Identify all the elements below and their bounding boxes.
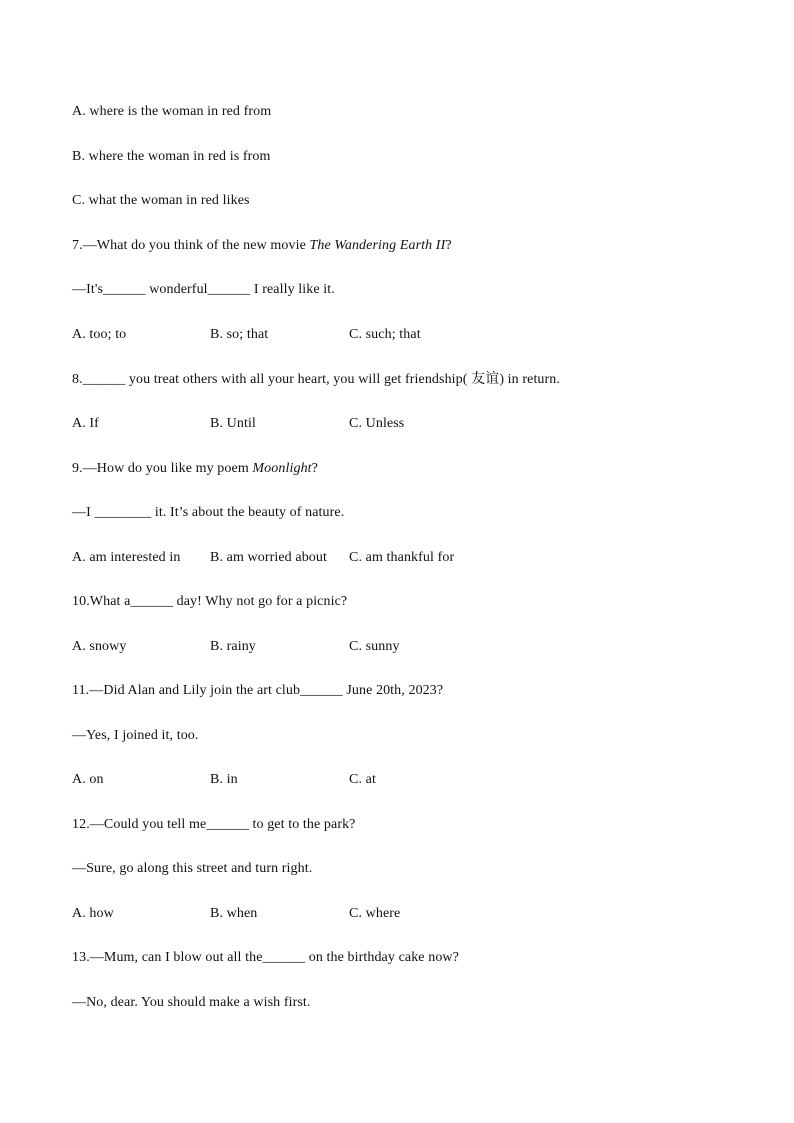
q11-option-b: B. in [210, 772, 238, 787]
q8-option-a: A. If [72, 416, 99, 431]
q12-option-c: C. where [349, 906, 401, 921]
q9-options [72, 549, 592, 567]
q12-option-a: A. how [72, 906, 114, 921]
q7-movie-title: The Wandering Earth II [309, 238, 446, 253]
q7-answer-line: —It's______ wonderful______ I really like it. [72, 282, 335, 297]
q12-options [72, 905, 592, 923]
q10-options [72, 638, 592, 656]
q12-answer-line: —Sure, go along this street and turn right. [72, 861, 313, 876]
q9-option-b: B. am worried about [210, 550, 327, 565]
q9-answer-line: —I ________ it. It’s about the beauty of nature. [72, 505, 345, 520]
q7-stem-prefix: 7.—What do you think of the new movie [72, 238, 310, 253]
q6-option-c: C. what the woman in red likes [72, 193, 250, 208]
q11-option-a: A. on [72, 772, 104, 787]
q6-option-a: A. where is the woman in red from [72, 104, 272, 119]
q10-option-a: A. snowy [72, 639, 127, 654]
q7-option-c: C. such; that [349, 327, 421, 342]
q12-stem: 12.—Could you tell me______ to get to the park? [72, 817, 356, 832]
q7-stem [72, 237, 452, 255]
q8-option-c: C. Unless [349, 416, 405, 431]
q11-stem: 11.—Did Alan and Lily join the art club______ June 20th, 2023? [72, 683, 444, 698]
q9-stem [72, 460, 318, 478]
q8-options [72, 415, 592, 433]
q10-option-b: B. rainy [210, 639, 256, 654]
q13-stem: 13.—Mum, can I blow out all the______ on the birthday cake now? [72, 950, 459, 965]
q11-options [72, 771, 592, 789]
q7-option-a: A. too; to [72, 327, 127, 342]
q9-stem-suffix: ? [311, 461, 318, 476]
q9-stem-prefix: 9.—How do you like my poem [72, 461, 253, 476]
q13-answer-line: —No, dear. You should make a wish first. [72, 995, 311, 1010]
q10-option-c: C. sunny [349, 639, 400, 654]
q9-poem-title: Moonlight [252, 461, 312, 476]
q6-option-b: B. where the woman in red is from [72, 149, 271, 164]
q11-option-c: C. at [349, 772, 376, 787]
q11-answer-line: —Yes, I joined it, too. [72, 728, 199, 743]
q7-option-b: B. so; that [210, 327, 269, 342]
q7-options [72, 326, 592, 344]
q9-option-a: A. am interested in [72, 550, 181, 565]
q10-stem: 10.What a______ day! Why not go for a picnic? [72, 594, 348, 609]
q8-option-b: B. Until [210, 416, 256, 431]
q12-option-b: B. when [210, 906, 258, 921]
q7-stem-suffix: ? [445, 238, 452, 253]
q8-stem: 8.______ you treat others with all your heart, you will get friendship( 友谊) in return. [72, 372, 560, 387]
q9-option-c: C. am thankful for [349, 550, 455, 565]
